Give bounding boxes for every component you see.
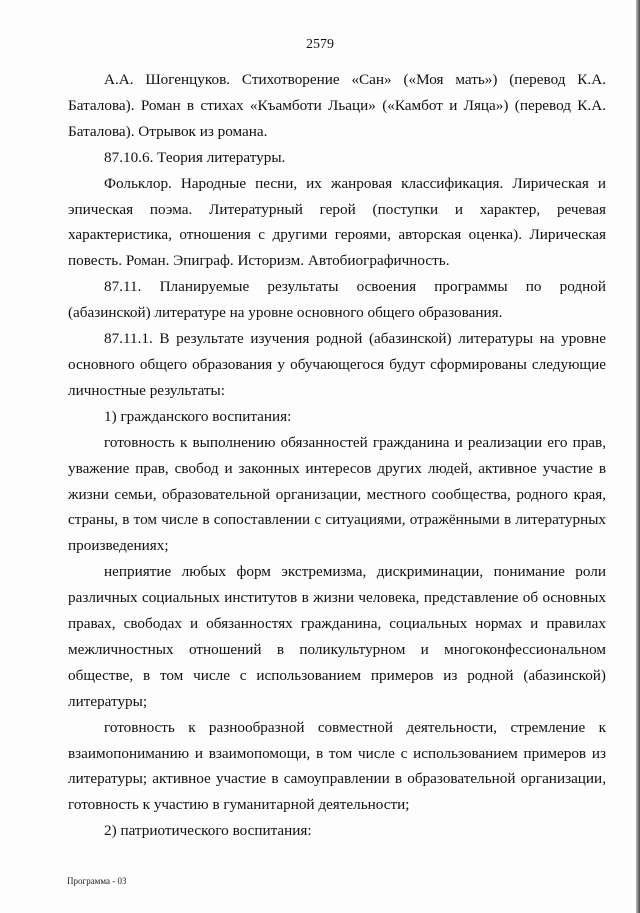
- page-edge-shadow: [636, 0, 640, 913]
- page-number: 2579: [306, 37, 334, 52]
- paragraph-shogentsukov-works: А.А. Шогенцуков. Стихотворение «Сан» («Моя мать») (перевод К.А. Баталова). Роман в стихах «Къамботи Льаци» («Камбот и Ляца») (перевод К.А. Баталова). Отрывок из романа.: [68, 71, 606, 140]
- document-body: [68, 67, 606, 844]
- paragraph-section-87-10-6: 87.10.6. Теория литературы.: [104, 148, 286, 166]
- paragraph-patriotic-education-heading: 2) патриотического воспитания:: [104, 822, 312, 840]
- paragraph-section-87-11: 87.11. Планируемые результаты освоения программы по родной (абазинской) литературе на уровне основного общего образования.: [68, 278, 606, 322]
- footer-program-label: Программа - 03: [67, 876, 127, 886]
- paragraph-civic-education-heading: 1) гражданского воспитания:: [104, 407, 292, 425]
- paragraph-civic-readiness: готовность к выполнению обязанностей гражданина и реализации его прав, уважение прав, свобод и законных интересов других людей, активное участие в жизни семьи, образовательной организации, местного сообщества, родного края, страны, в том числе в сопоставлении с ситуациями, отражёнными в литературных произведениях;: [68, 433, 606, 555]
- paragraph-anti-extremism: неприятие любых форм экстремизма, дискриминации, понимание роли различных социальных институтов в жизни человека, представление об основных правах, свободах и обязанностях гражданина, социальных нормах и правилах межличностных отношений в поликультурном и многоконфессиональном обществе, в том числе с использованием примеров из родной (абазинской) литературы;: [68, 563, 606, 710]
- paragraph-joint-activity: готовность к разнообразной совместной деятельности, стремление к взаимопониманию и взаимопомощи, в том числе с использованием примеров из литературы; активное участие в самоуправлении в образовательной организации, готовность к участию в гуманитарной деятельности;: [68, 718, 606, 814]
- paragraph-section-87-11-1: 87.11.1. В результате изучения родной (абазинской) литературы на уровне основного общего образования у обучающегося будут сформированы следующие личностные результаты:: [68, 330, 606, 399]
- paragraph-literature-theory: Фольклор. Народные песни, их жанровая классификация. Лирическая и эпическая поэма. Литературный герой (поступки и характер, речевая характеристика, отношения с другими героями, авторская оценка). Лирическая повесть. Роман. Эпиграф. Историзм. Автобиографичность.: [68, 174, 606, 270]
